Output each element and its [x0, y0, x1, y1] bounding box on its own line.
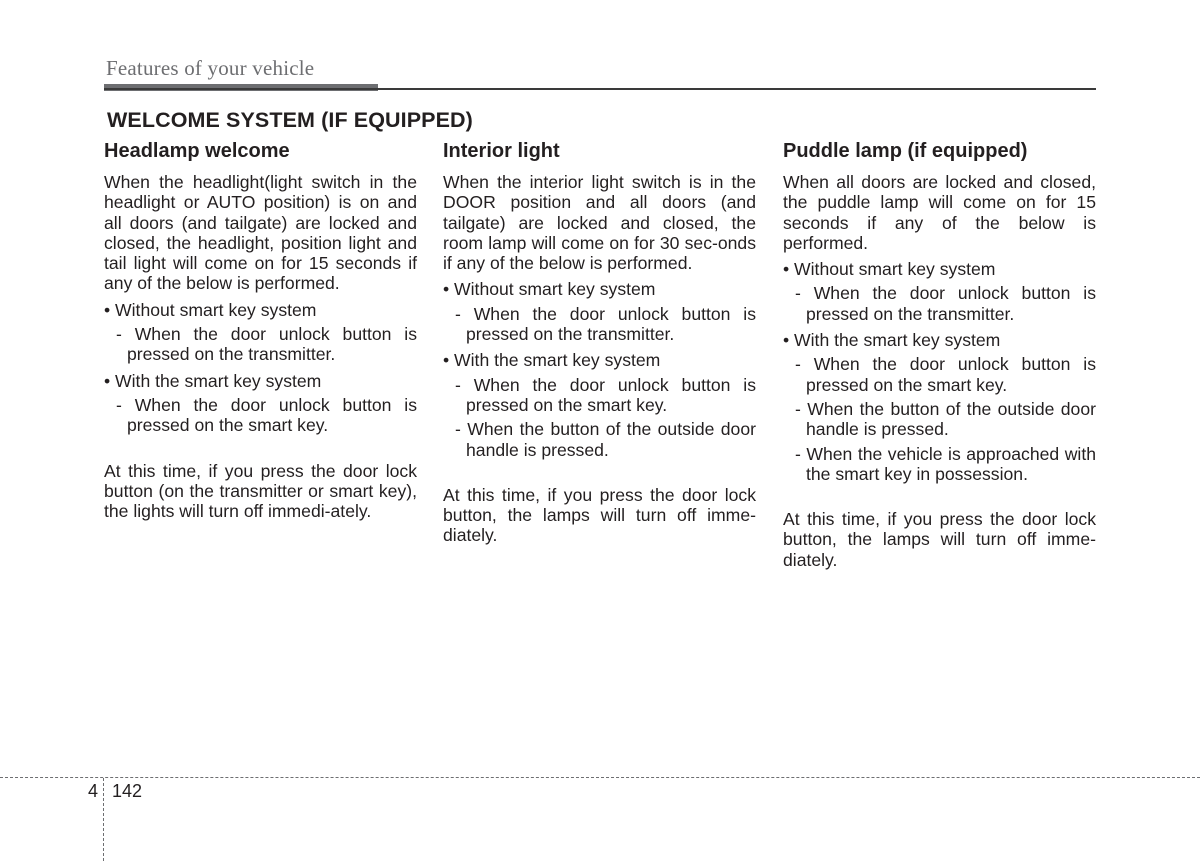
bullet-item: • Without smart key system — [783, 259, 996, 280]
sub-item: - When the vehicle is approached with the smart key in possession. — [795, 443, 1096, 484]
sub-item: - When the button of the outside door handle is pressed. — [455, 419, 756, 460]
sub-item: - When the door unlock button is pressed on the transmitter. — [455, 303, 756, 345]
bullet-item: • Without smart key system — [443, 279, 656, 300]
page-number: 142 — [112, 781, 143, 801]
intro-paragraph: When all doors are locked and closed, the puddle lamp will come on for 15 seconds if any of the below is performed. — [783, 172, 1096, 253]
intro-paragraph: When the interior light switch is in the DOOR position and all doors (and tailgate) are locked and closed, the room lamp will come on for 30 sec-onds if any of the below is performed. — [443, 172, 756, 274]
closing-paragraph: At this time, if you press the door lock button, the lamps will turn off imme-diately. — [443, 484, 756, 546]
closing-paragraph: At this time, if you press the door lock button (on the transmitter or smart key), the lights will turn off immedi-ately. — [104, 460, 417, 522]
closing-paragraph: At this time, if you press the door lock button, the lamps will turn off imme-diately. — [783, 509, 1096, 570]
footer-dashed-rule — [0, 777, 1200, 778]
bullet-item: • With the smart key system — [104, 370, 322, 391]
column-heading: Headlamp welcome — [104, 140, 290, 162]
sub-item: - When the door unlock button is pressed on the transmitter. — [795, 283, 1096, 324]
bullet-item: • With the smart key system — [443, 350, 661, 371]
intro-paragraph: When the headlight(light switch in the headlight or AUTO position) is on and all doors (and tailgate) are locked and closed, the headlight, position light and tail light will come on for 15 seconds if any of the below is performed. — [104, 172, 417, 294]
sub-item: - When the door unlock button is pressed on the smart key. — [455, 374, 756, 415]
sub-item: - When the door unlock button is pressed on the smart key. — [116, 394, 417, 436]
sub-item: - When the door unlock button is pressed on the smart key. — [795, 354, 1096, 395]
header-rule — [104, 88, 1096, 90]
column-interior-light — [443, 139, 756, 546]
column-heading: Interior light — [443, 140, 560, 162]
sub-item: - When the door unlock button is pressed on the transmitter. — [116, 324, 417, 365]
bullet-item: • Without smart key system — [104, 299, 317, 320]
column-puddle-lamp — [783, 139, 1096, 570]
footer-divider — [103, 778, 104, 861]
column-heading: Puddle lamp (if equipped) — [783, 140, 1028, 162]
column-headlamp-welcome — [104, 139, 417, 521]
chapter-number: 4 — [88, 781, 99, 801]
bullet-item: • With the smart key system — [783, 330, 1001, 351]
sub-item: - When the button of the outside door handle is pressed. — [795, 398, 1096, 440]
section-title: WELCOME SYSTEM (IF EQUIPPED) — [107, 108, 473, 132]
running-header: Features of your vehicle — [106, 56, 315, 80]
